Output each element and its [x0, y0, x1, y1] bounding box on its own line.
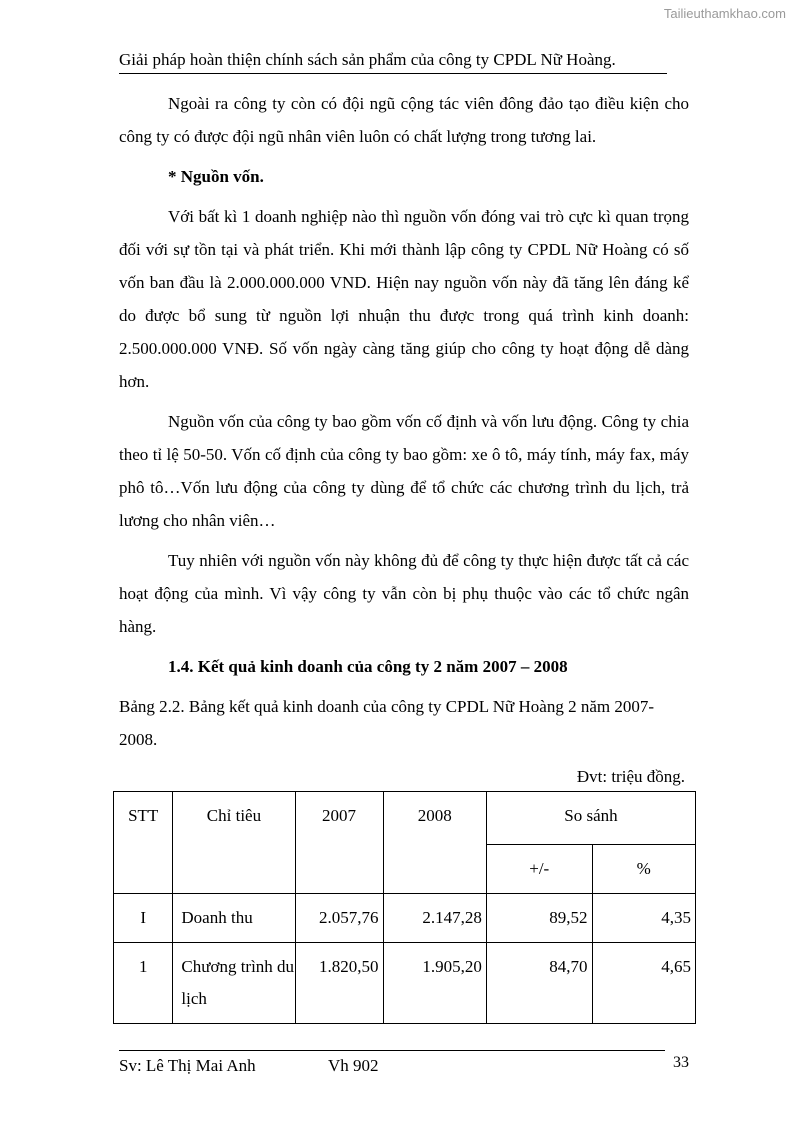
table-caption: Bảng 2.2. Bảng kết quả kinh doanh của công ty CPDL Nữ Hoàng 2 năm 2007-2008.: [119, 697, 655, 749]
cell-percent: 4,35: [592, 894, 695, 943]
table-row: [114, 894, 696, 943]
paragraph-capital-importance: Với bất kì 1 doanh nghiệp nào thì nguồn vốn đóng vai trò cực kì quan trọng đối với sự tồn tại và phát triển. Khi mới thành lập công ty CPDL Nữ Hoàng có số vốn ban đầu là 2.000.000.000 VND. Hiện nay nguồn vốn này đã tăng lên đáng kể do được bổ sung từ nguồn lợi nhuận thu được trong quá trình kinh doanh: 2.500.000.000 VNĐ. Số vốn ngày càng tăng giúp cho công ty hoạt động dễ dàng hơn.: [119, 207, 689, 391]
cell-indicator: Chương trình du lịch: [173, 943, 295, 1024]
page-number: 33: [673, 1054, 689, 1071]
header-stt: STT: [114, 792, 173, 894]
cell-2007: 2.057,76: [295, 894, 383, 943]
running-header: Giải pháp hoàn thiện chính sách sản phẩm của công ty CPDL Nữ Hoàng.: [119, 50, 616, 69]
header-diff: +/-: [486, 845, 592, 894]
business-results-table: [113, 791, 696, 1024]
paragraph-capital-structure: Nguồn vốn của công ty bao gồm vốn cố định và vốn lưu động. Công ty chia theo tỉ lệ 50-50. Vốn cố định của công ty bao gồm: xe ô tô, máy tính, máy fax, máy phô tô…Vốn lưu động của công ty dùng để tổ chức các chương trình du lịch, trả lương cho nhân viên…: [119, 412, 689, 530]
header-compare: So sánh: [486, 792, 695, 845]
paragraph-collaborators: Ngoài ra công ty còn có đội ngũ cộng tác viên đông đảo tạo điều kiện cho công ty có được đội ngũ nhân viên luôn có chất lượng trong tương lai.: [119, 94, 689, 146]
header-percent: %: [592, 845, 695, 894]
watermark: Tailieuthamkhao.com: [663, 6, 786, 21]
cell-stt: I: [114, 894, 173, 943]
cell-diff: 84,70: [486, 943, 592, 1024]
cell-diff: 89,52: [486, 894, 592, 943]
header-2008: 2008: [383, 792, 486, 894]
capital-heading: * Nguồn vốn.: [168, 167, 264, 186]
footer: [119, 1055, 379, 1077]
cell-indicator: Doanh thu: [173, 894, 295, 943]
section-heading: 1.4. Kết quả kinh doanh của công ty 2 năm 2007 – 2008: [168, 657, 568, 676]
unit-label: Đvt: triệu đồng.: [576, 767, 685, 786]
document-body: [119, 87, 689, 793]
table-header-row: [114, 792, 696, 845]
header-2007: 2007: [295, 792, 383, 894]
student-name: Sv: Lê Thị Mai Anh: [119, 1056, 256, 1075]
header-indicator: Chỉ tiêu: [173, 792, 295, 894]
cell-2008: 2.147,28: [383, 894, 486, 943]
footer-divider: [119, 1050, 665, 1051]
class-code: Vh 902: [328, 1056, 379, 1075]
cell-2008: 1.905,20: [383, 943, 486, 1024]
cell-stt: 1: [114, 943, 173, 1024]
cell-2007: 1.820,50: [295, 943, 383, 1024]
cell-percent: 4,65: [592, 943, 695, 1024]
table-row: [114, 943, 696, 1024]
header-divider: [119, 73, 667, 74]
paragraph-capital-limits: Tuy nhiên với nguồn vốn này không đủ để công ty thực hiện được tất cả các hoạt động của mình. Vì vậy công ty vẫn còn bị phụ thuộc vào các tổ chức ngân hàng.: [119, 551, 689, 636]
